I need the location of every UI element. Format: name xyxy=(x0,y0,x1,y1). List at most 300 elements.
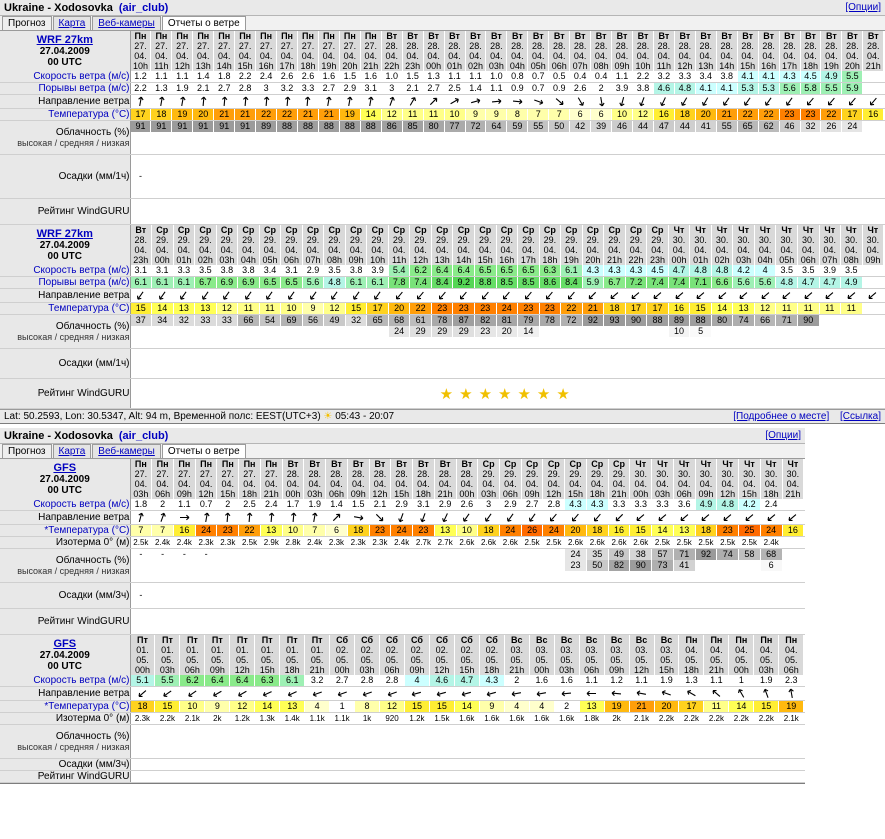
cloud-cover-cell xyxy=(549,143,570,154)
rating-stars: ★★★★★★★ xyxy=(439,385,576,403)
temperature-cell: 10 xyxy=(283,525,305,536)
wind-gusts-cell: 6.1 xyxy=(152,277,174,288)
wind-direction-arrow-icon xyxy=(696,95,717,108)
wind-speed-link[interactable]: Скорость ветра (м/с) xyxy=(33,499,130,510)
precip-cell xyxy=(205,759,230,770)
cloud-cover-cell xyxy=(841,337,863,348)
temperature-cell: 9 xyxy=(480,701,505,712)
temperature-cell: 23 xyxy=(717,525,739,536)
tab-map-2[interactable]: Карта xyxy=(53,444,92,458)
wind-speed-cell: 4 xyxy=(755,265,777,276)
precip-cell xyxy=(690,358,712,369)
temperature-cell: 10 xyxy=(612,109,633,120)
panel-separator xyxy=(0,424,885,426)
wind-direction-arrow-icon xyxy=(717,95,738,108)
precip-cell xyxy=(717,590,739,601)
forecast-grid-wrf-2 xyxy=(0,225,885,409)
wind-gusts-cell: 2.2 xyxy=(131,83,152,94)
wind-gusts-cell: 3.1 xyxy=(361,83,382,94)
wind-direction-arrow-icon xyxy=(466,95,487,108)
precip-stack xyxy=(131,759,806,770)
cloud-cover-cell xyxy=(180,725,205,736)
temperature-cell: 21 xyxy=(214,109,235,120)
precip-cell xyxy=(260,358,282,369)
wind-speed-cell: 5.1 xyxy=(131,675,156,686)
wind-direction-arrow-icon xyxy=(151,95,172,108)
cloud-cover-cell: 88 xyxy=(277,121,298,132)
wind-speed-link[interactable]: Скорость ветра (м/с) xyxy=(33,71,130,82)
wind-gusts-cell: 8.6 xyxy=(540,277,562,288)
tab-webcams[interactable]: Веб-камеры xyxy=(92,16,161,30)
wind-speed-cell xyxy=(863,265,885,276)
wind-speed-cell: 2 xyxy=(152,499,174,510)
tab-wind-reports[interactable]: Отчеты о ветре xyxy=(162,16,246,30)
cloud-cover-cell xyxy=(729,736,754,747)
cloud-cover-cell: - xyxy=(131,549,153,560)
temperature-cell: 11 xyxy=(260,303,282,314)
wind-gusts-cell: 2.9 xyxy=(340,83,361,94)
date-header: Ср 29. 04. 18h xyxy=(540,225,562,265)
cloud-cover-cell xyxy=(382,143,403,154)
precip-cell xyxy=(455,759,480,770)
precip-cell xyxy=(367,358,389,369)
precip-cell xyxy=(405,759,430,770)
date-header: Вт 28. 04. 00h xyxy=(283,459,305,499)
wind-speed-cell: 2.9 xyxy=(303,265,325,276)
model-name[interactable]: WRF 27km xyxy=(36,228,93,240)
wind-gusts-cell: 2.1 xyxy=(193,83,214,94)
wind-direction-arrow-icon xyxy=(330,687,355,700)
isotherm-cell: 2.4k xyxy=(174,537,196,548)
wind-speed-cell: 3.5 xyxy=(776,265,798,276)
wind-gusts-cell: 4.8 xyxy=(675,83,696,94)
cloud-cover-cell xyxy=(230,736,255,747)
wind-speed-cell: 6.4 xyxy=(230,675,255,686)
cloud-cover-cell xyxy=(283,560,305,571)
cloud-cover-cell xyxy=(633,143,654,154)
wind-speed-row-label xyxy=(0,265,130,277)
cloud-cover-cell xyxy=(155,736,180,747)
temperature-cell: 14 xyxy=(455,701,480,712)
precip-cell xyxy=(604,358,626,369)
cloud-cover-cell xyxy=(152,560,174,571)
cloud-cover-cell xyxy=(543,560,565,571)
wind-gusts-cell: 2.8 xyxy=(235,83,256,94)
cloud-cover-cell xyxy=(540,337,562,348)
panel-titlebar-2 xyxy=(0,428,805,444)
date-header: Ср 29. 04. 08h xyxy=(324,225,346,265)
cloud-cover-cell xyxy=(239,549,261,560)
cloud-cover-cell xyxy=(801,143,822,154)
cloud-cover-cell xyxy=(478,560,500,571)
temperature-cell: 6 xyxy=(326,525,348,536)
date-header: Вт 28. 04. 05h xyxy=(528,31,549,71)
precip-cell xyxy=(195,358,217,369)
precip-cell xyxy=(696,171,717,182)
temperature-cell: 16 xyxy=(669,303,691,314)
wind-gusts-cell: 3 xyxy=(382,83,403,94)
wind-speed-cell: 1.1 xyxy=(174,499,196,510)
cloud-cover-cell xyxy=(391,549,413,560)
temperature-cell: 16 xyxy=(174,525,196,536)
cloud-cover-cell xyxy=(445,132,466,143)
wind-direction-arrow-icon xyxy=(410,289,432,302)
model-name[interactable]: WRF 27km xyxy=(36,34,93,46)
cloud-cover-cell: 90 xyxy=(630,560,652,571)
cloud-cover-cell xyxy=(424,143,445,154)
temperature-cell: 13 xyxy=(674,525,696,536)
temperature-cell: 13 xyxy=(435,525,457,536)
isotherm-cell: 2.6k xyxy=(587,537,609,548)
wind-speed-cell: 3.5 xyxy=(841,265,863,276)
model-name[interactable]: GFS xyxy=(53,462,77,474)
cloud-cover-cell xyxy=(261,560,283,571)
isotherm-cell: 2.5k xyxy=(652,537,674,548)
wind-direction-arrow-icon xyxy=(303,289,325,302)
wind-speed-cell: 6.3 xyxy=(255,675,280,686)
cloud-cover-cell xyxy=(717,560,739,571)
temperature-cell: 7 xyxy=(131,525,153,536)
wind-direction-row xyxy=(0,687,805,701)
wind-gusts-cell: 7.4 xyxy=(647,277,669,288)
isotherm-cell: 1.4k xyxy=(280,713,305,724)
cloud-cover-cell xyxy=(696,571,718,582)
date-header: Сб 02. 05. 18h xyxy=(480,635,505,675)
date-header: Пн 27. 04. 13h xyxy=(193,31,214,71)
tab-forecast-2[interactable]: Прогноз xyxy=(2,444,52,458)
club-link[interactable]: (air_club) xyxy=(118,1,169,14)
date-header: Сб 02. 05. 12h xyxy=(430,635,455,675)
isotherm-cell: 2.7k xyxy=(413,537,435,548)
grid-header-row xyxy=(0,225,885,265)
wind-gusts-cell: 1.4 xyxy=(466,83,487,94)
cloud-cover-cell xyxy=(522,571,544,582)
cloud-cover-cell xyxy=(717,571,739,582)
wind-speed-cell: 6.5 xyxy=(497,265,519,276)
date-header: Пн 04. 05. 03h xyxy=(754,635,779,675)
precip-cell xyxy=(303,358,325,369)
cloud-cover-cell xyxy=(239,560,261,571)
cloud-cover-cell xyxy=(863,337,885,348)
cloud-cover-cell xyxy=(172,143,193,154)
cloud-cover-cell xyxy=(507,143,528,154)
cloud-cover-cell xyxy=(696,143,717,154)
wind-gusts-cell: 6.9 xyxy=(217,277,239,288)
cloud-cover-cell xyxy=(549,132,570,143)
date-header: Ср 29. 04. 15h xyxy=(565,459,587,499)
temperature-cell: 13 xyxy=(733,303,755,314)
temperature-cell: 11 xyxy=(776,303,798,314)
cloud-cover-cell xyxy=(580,747,605,758)
temperature-link[interactable]: *Температура (°C) xyxy=(44,701,130,712)
wind-direction-arrow-icon xyxy=(196,511,218,524)
wind-speed-row xyxy=(0,675,805,687)
wind-speed-link[interactable]: Скорость ветра (м/с) xyxy=(33,265,130,276)
tab-wind-reports-2[interactable]: Отчеты о ветре xyxy=(162,444,246,458)
cloud-cover-cell: 37 xyxy=(131,315,153,326)
precip-cell: - xyxy=(131,171,152,182)
cloud-cover-cell xyxy=(457,571,479,582)
cloud-cover-cell: 91 xyxy=(151,121,172,132)
date-header: Ср 29. 04. 19h xyxy=(561,225,583,265)
date-header: Вт 28. 04. 09h xyxy=(612,31,633,71)
wind-direction-row-cells xyxy=(130,95,885,109)
cloud-cover-cell: 62 xyxy=(759,121,780,132)
temperature-cell: 16 xyxy=(863,109,884,120)
more-info-link[interactable]: [Подробнее о месте] xyxy=(733,411,830,422)
wind-speed-cell: 1.9 xyxy=(754,675,779,686)
cloud-cover-cell xyxy=(303,326,325,337)
wind-direction-arrow-icon xyxy=(540,289,562,302)
date-header: Вс 03. 05. 12h xyxy=(630,635,655,675)
wind-direction-arrow-icon xyxy=(214,95,235,108)
wind-direction-arrow-icon xyxy=(326,511,348,524)
date-header: Ср 29. 04. 07h xyxy=(303,225,325,265)
date-header: Вт 28. 04. 21h xyxy=(863,31,884,71)
wind-direction-arrow-icon xyxy=(355,687,380,700)
temperature-cell: 23 xyxy=(413,525,435,536)
cloud-cover-cell xyxy=(820,337,842,348)
date-header: Чт 30. 04. 04h xyxy=(755,225,777,265)
temperature-cell: 13 xyxy=(174,303,196,314)
date-header: Чт 30. 04. 06h xyxy=(798,225,820,265)
wind-speed-cell: 4.8 xyxy=(717,499,739,510)
cloud-cover-cell xyxy=(570,132,591,143)
cloud-cover-cell: 24 xyxy=(565,549,587,560)
wind-speed-cell: 1.6 xyxy=(555,675,580,686)
cloud-cover-cell xyxy=(696,132,717,143)
wind-speed-cell: 3.5 xyxy=(798,265,820,276)
isotherm-cell: 2.1k xyxy=(180,713,205,724)
cloud-cover-cell xyxy=(152,326,174,337)
cloud-cover-cell: 44 xyxy=(633,121,654,132)
cloud-cover-cell xyxy=(238,337,260,348)
cloud-cover-cell: 82 xyxy=(609,560,631,571)
isotherm-cell: 2.3k xyxy=(348,537,370,548)
cloud-cover-cell xyxy=(500,571,522,582)
cloud-cover-cell xyxy=(583,326,605,337)
rating-row-cells xyxy=(130,379,885,409)
temperature-link[interactable]: Температура (°C) xyxy=(48,303,130,314)
wind-direction-arrow-icon xyxy=(486,95,507,108)
wind-gusts-cell: 3.3 xyxy=(298,83,319,94)
cloud-cover-cell xyxy=(717,132,738,143)
wind-direction-arrow-icon xyxy=(478,511,500,524)
cloud-cover-cell: 44 xyxy=(675,121,696,132)
club-link-2[interactable]: (air_club) xyxy=(118,429,169,442)
cloud-cover-cell xyxy=(298,143,319,154)
cloud-cover-cell xyxy=(131,571,153,582)
cloud-cover-cell xyxy=(486,143,507,154)
options-link[interactable]: [Опции] xyxy=(845,2,881,13)
cloud-cover-cell xyxy=(305,747,330,758)
wind-direction-arrow-icon xyxy=(780,95,801,108)
temperature-cell: 23 xyxy=(518,303,540,314)
model-date: 27.04.2009 xyxy=(39,650,90,661)
tab-webcams-2[interactable]: Веб-камеры xyxy=(92,444,161,458)
temperature-cell: 21 xyxy=(298,109,319,120)
precip-cell xyxy=(391,590,413,601)
precip-cell xyxy=(326,590,348,601)
wind-gusts-cell: 8.5 xyxy=(497,277,519,288)
cloud-cover-cell xyxy=(486,132,507,143)
isotherm-cell: 2.2k xyxy=(754,713,779,724)
cloud-cover-cell xyxy=(330,747,355,758)
wind-direction-arrow-icon xyxy=(654,95,675,108)
precip-cell xyxy=(507,171,528,182)
temperature-link[interactable]: Температура (°C) xyxy=(48,109,130,120)
date-header: Вт 28. 04. 03h xyxy=(486,31,507,71)
wind-gusts-link[interactable]: Порывы ветра (м/с) xyxy=(38,83,130,94)
model-run: 00 UTC xyxy=(47,251,82,262)
cloud-cover-cell xyxy=(180,747,205,758)
wind-direction-arrow-icon xyxy=(205,687,230,700)
precip-cell xyxy=(759,171,780,182)
wind-speed-row-label xyxy=(0,71,130,83)
cloud-cover-cell xyxy=(367,337,389,348)
date-header: Чт 30. 04. 18h xyxy=(761,459,783,499)
wind-direction-arrow-icon xyxy=(842,95,863,108)
precip-cell xyxy=(435,590,457,601)
date-header: Сб 02. 05. 09h xyxy=(405,635,430,675)
forecast-grid-gfs-2 xyxy=(0,635,805,783)
cloud-cover-cell xyxy=(413,549,435,560)
cloud-cover-cell: 55 xyxy=(717,121,738,132)
cloud-cover-cell: 65 xyxy=(738,121,759,132)
model-name[interactable]: GFS xyxy=(53,638,77,650)
temperature-cell: 10 xyxy=(445,109,466,120)
cloud-cover-cell: 33 xyxy=(195,315,217,326)
temperature-cell: 12 xyxy=(382,109,403,120)
cloud-cover-cell xyxy=(561,326,583,337)
temperature-cell: 14 xyxy=(652,525,674,536)
cloud-cover-cell xyxy=(304,560,326,571)
forecast-grid-wrf-1 xyxy=(0,31,885,225)
temperature-cell xyxy=(863,303,885,314)
date-header: Чт 30. 04. 01h xyxy=(690,225,712,265)
wind-gusts-cell: 5.3 xyxy=(759,83,780,94)
model-run: 00 UTC xyxy=(47,485,82,496)
cloud-cover-cell xyxy=(355,725,380,736)
temperature-cell: 12 xyxy=(380,701,405,712)
cloud-cover-cell: 87 xyxy=(453,315,475,326)
precip-cell xyxy=(500,590,522,601)
precip-cell xyxy=(340,171,361,182)
permalink-link[interactable]: [Ссылка] xyxy=(840,411,881,422)
cloud-cover-cell: 74 xyxy=(717,549,739,560)
cloud-cover-row-cells xyxy=(130,725,805,759)
cloud-cover-cell xyxy=(842,143,863,154)
precip-cell xyxy=(283,590,305,601)
date-header: Вт 28. 04. 13h xyxy=(696,31,717,71)
isotherm-cell: 1.8k xyxy=(580,713,605,724)
precip-cell xyxy=(587,590,609,601)
wind-direction-arrow-icon xyxy=(348,511,370,524)
wind-gusts-cell xyxy=(863,277,885,288)
temperature-cell: 21 xyxy=(717,109,738,120)
cloud-cover-row-label: Облачность (%) высокая / средняя / низкая xyxy=(0,549,130,583)
cloud-cover-cell: 6 xyxy=(761,560,783,571)
cloud-cover-cell xyxy=(591,143,612,154)
cloud-cover-cell xyxy=(674,571,696,582)
cloud-cover-cell xyxy=(131,736,156,747)
temperature-cell: 17 xyxy=(367,303,389,314)
tab-forecast[interactable]: Прогноз xyxy=(2,16,52,30)
wind-gusts-cell: 5.6 xyxy=(303,277,325,288)
cloud-cover-cell xyxy=(654,132,675,143)
model-cell xyxy=(0,225,130,265)
wind-direction-arrow-icon xyxy=(453,289,475,302)
cloud-cover-cell: 32 xyxy=(346,315,368,326)
wind-speed-cell: 3.3 xyxy=(652,499,674,510)
date-header: Пн 04. 05. 18h xyxy=(679,635,704,675)
cloud-cover-cell xyxy=(863,132,884,143)
wind-speed-cell: 3.5 xyxy=(195,265,217,276)
wind-direction-arrow-icon xyxy=(382,95,403,108)
wind-gusts-cell: 4.6 xyxy=(654,83,675,94)
wind-speed-row-cells xyxy=(130,675,805,687)
temperature-row-cells xyxy=(130,303,885,315)
cloud-cover-stack xyxy=(131,315,885,348)
cloud-cover-cell xyxy=(540,326,562,337)
cloud-cover-cell xyxy=(633,132,654,143)
date-header: Вт 28. 04. 12h xyxy=(370,459,392,499)
rating-row-cells xyxy=(130,771,805,783)
cloud-cover-cell xyxy=(583,337,605,348)
options-link-2[interactable]: [Опции] xyxy=(765,430,801,441)
precip-cell xyxy=(647,358,669,369)
wind-direction-arrow-icon xyxy=(647,289,669,302)
cloud-cover-cell: 33 xyxy=(217,315,239,326)
cloud-cover-cell: 64 xyxy=(486,121,507,132)
date-header: Сб 02. 05. 15h xyxy=(455,635,480,675)
cloud-cover-cell xyxy=(382,132,403,143)
cloud-cover-cell xyxy=(561,337,583,348)
cloud-cover-cell xyxy=(480,725,505,736)
temperature-link[interactable]: *Температура (°C) xyxy=(44,525,130,536)
wind-speed-cell: 5.5 xyxy=(155,675,180,686)
date-header: Чт 30. 04. 05h xyxy=(776,225,798,265)
wind-speed-cell: 4.9 xyxy=(696,499,718,510)
panel-titlebar-1 xyxy=(0,0,885,16)
isotherm-cell: 2.4k xyxy=(391,537,413,548)
cloud-cover-cell xyxy=(480,736,505,747)
wind-gusts-cell: 7.1 xyxy=(690,277,712,288)
precip-cell xyxy=(193,171,214,182)
temperature-cell: 22 xyxy=(759,109,780,120)
wind-speed-cell: 2.4 xyxy=(261,499,283,510)
precip-cell xyxy=(298,171,319,182)
precip-cell xyxy=(518,358,540,369)
date-header: Пн 27. 04. 14h xyxy=(214,31,235,71)
wind-direction-arrow-icon xyxy=(238,289,260,302)
wind-speed-link[interactable]: Скорость ветра (м/с) xyxy=(33,675,130,686)
cloud-cover-cell xyxy=(405,725,430,736)
precip-cell xyxy=(475,358,497,369)
wind-direction-arrow-icon xyxy=(543,511,565,524)
wind-gusts-cell: 6.5 xyxy=(281,277,303,288)
cloud-cover-cell xyxy=(255,725,280,736)
cloud-cover-cell xyxy=(280,747,305,758)
cloud-cover-cell xyxy=(779,725,804,736)
wind-gusts-link[interactable]: Порывы ветра (м/с) xyxy=(38,277,130,288)
wind-gusts-cell: 6.5 xyxy=(260,277,282,288)
date-header: Ср 29. 04. 21h xyxy=(604,225,626,265)
wind-direction-arrow-icon xyxy=(570,95,591,108)
date-header: Пн 27. 04. 19h xyxy=(319,31,340,71)
cloud-cover-cell xyxy=(738,132,759,143)
tab-map[interactable]: Карта xyxy=(53,16,92,30)
